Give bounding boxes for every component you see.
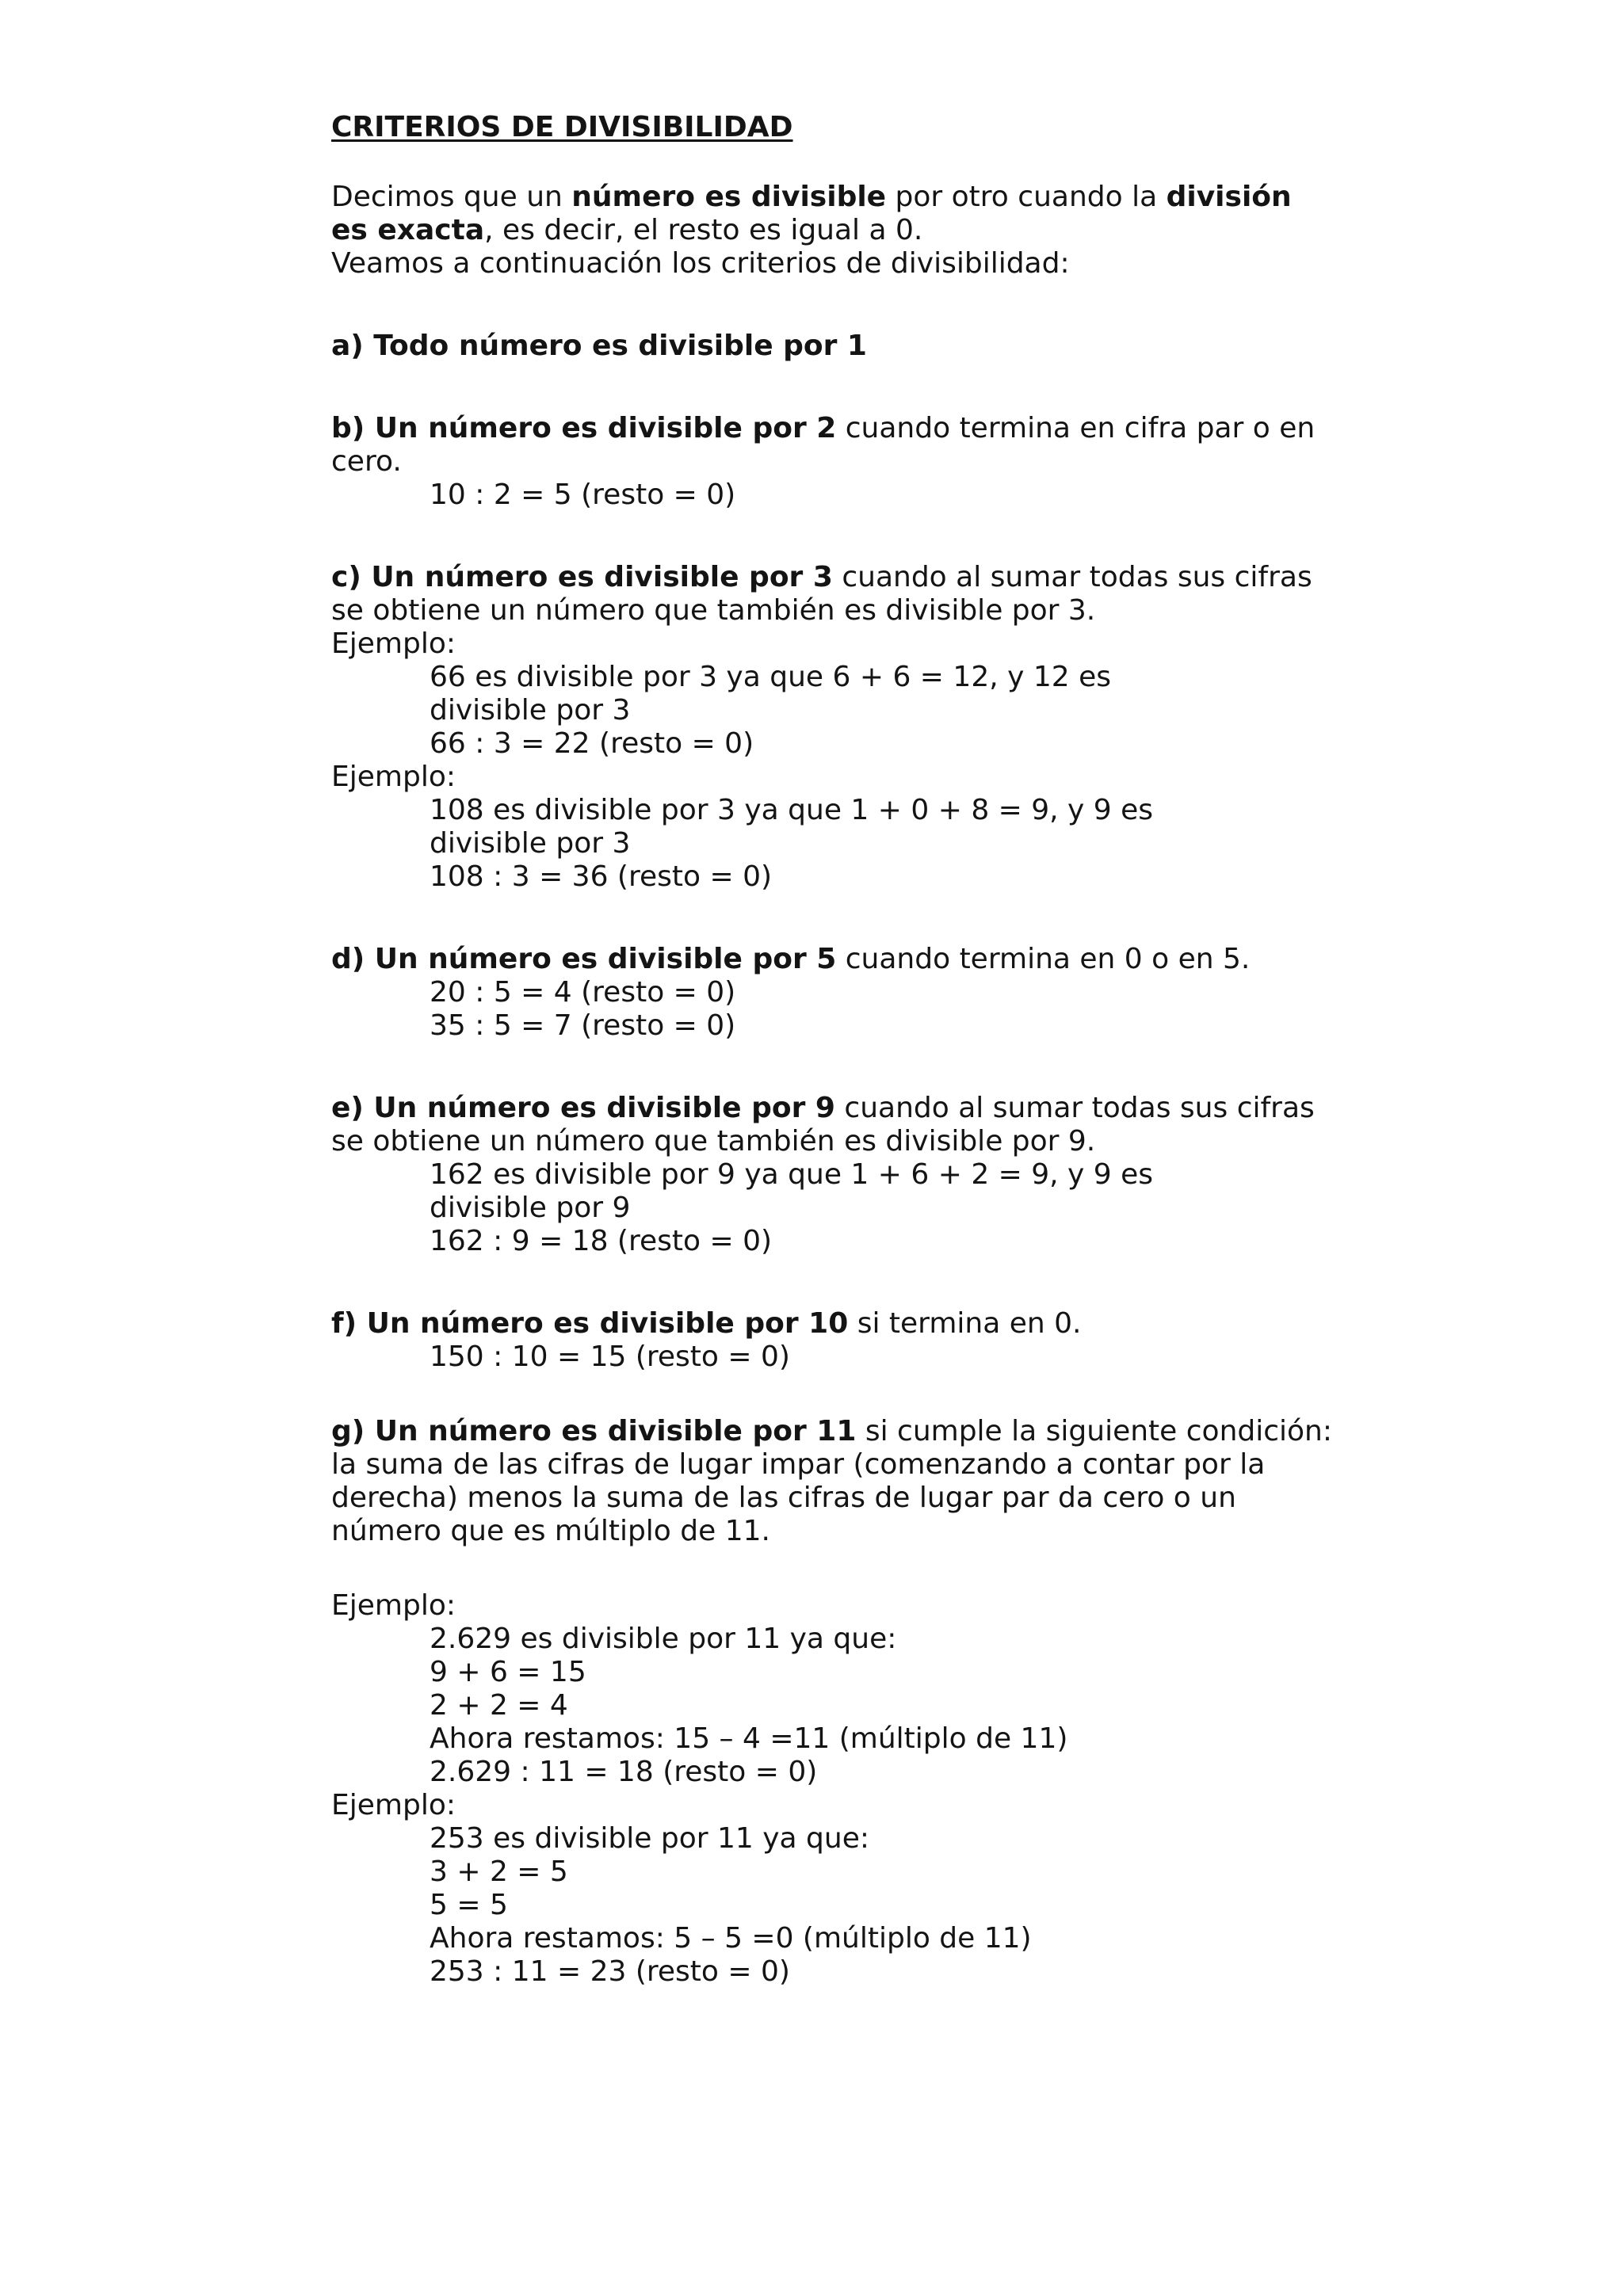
criterion-e-continued: se obtiene un número que también es divisible por 9. (331, 1125, 1096, 1158)
criterion-g-continued: derecha) menos la suma de las cifras de lugar par da cero o un (331, 1482, 1236, 1514)
example-line: 20 : 5 = 4 (resto = 0) (430, 976, 736, 1009)
criterion-g-continued: la suma de las cifras de lugar impar (comenzando a contar por la (331, 1448, 1266, 1481)
criterion-d-heading: d) Un número es divisible por 5 (331, 943, 837, 975)
example-line: divisible por 9 (430, 1192, 631, 1224)
criterion-b-continued: cero. (331, 445, 402, 478)
example-line: 3 + 2 = 5 (430, 1855, 568, 1888)
criterion-e-heading: e) Un número es divisible por 9 (331, 1092, 835, 1124)
criterion-f (331, 1307, 1338, 1341)
criterion-g-continued: número que es múltiplo de 11. (331, 1515, 770, 1547)
example-line: divisible por 3 (430, 827, 631, 860)
criterion-c (331, 561, 1338, 594)
criterion-e-text: cuando al sumar todas sus cifras (834, 1092, 1315, 1124)
example-line: 108 : 3 = 36 (resto = 0) (430, 860, 773, 893)
criterion-g-text: si cumple la siguiente condición: (856, 1415, 1333, 1447)
spacer (331, 894, 1338, 943)
example-line: 10 : 2 = 5 (resto = 0) (430, 479, 736, 511)
example-line: 2 + 2 = 4 (430, 1689, 568, 1722)
example-label: Ejemplo: (331, 761, 456, 793)
document-page (331, 111, 1338, 1989)
criterion-d-text: cuando termina en 0 o en 5. (836, 943, 1251, 975)
example-line: 162 es divisible por 9 ya que 1 + 6 + 2 = 9, y 9 es (430, 1158, 1154, 1191)
example-line: 5 = 5 (430, 1889, 508, 1921)
intro-text: Decimos que un (331, 181, 572, 213)
example-line: 2.629 : 11 = 18 (resto = 0) (430, 1756, 818, 1788)
spacer (331, 1374, 1338, 1415)
example-line: 66 es divisible por 3 ya que 6 + 6 = 12, y 12 es (430, 661, 1112, 693)
criterion-e (331, 1092, 1338, 1125)
example-line: 253 : 11 = 23 (resto = 0) (430, 1955, 790, 1988)
criterion-c-heading: c) Un número es divisible por 3 (331, 561, 833, 593)
example-line: 150 : 10 = 15 (resto = 0) (430, 1341, 790, 1373)
spacer (331, 1258, 1338, 1307)
criterion-b-text: cuando termina en cifra par o en (836, 412, 1316, 444)
intro-line-1 (331, 181, 1338, 214)
example-line: Ahora restamos: 15 – 4 =11 (múltiplo de 11) (430, 1722, 1068, 1755)
intro-text: , es decir, el resto es igual a 0. (484, 214, 923, 246)
intro-bold: es exacta (331, 214, 485, 246)
example-line: 253 es divisible por 11 ya que: (430, 1822, 869, 1855)
example-label: Ejemplo: (331, 1789, 456, 1821)
example-line: 108 es divisible por 3 ya que 1 + 0 + 8 = 9, y 9 es (430, 794, 1154, 826)
intro-bold: número es divisible (571, 181, 887, 213)
example-line: divisible por 3 (430, 694, 631, 727)
spacer (331, 280, 1338, 330)
criterion-d (331, 943, 1338, 976)
intro-line-2 (331, 214, 1338, 247)
intro-bold: división (1166, 181, 1292, 213)
spacer (331, 1548, 1338, 1589)
criterion-c-continued: se obtiene un número que también es divisible por 3. (331, 594, 1096, 627)
criterion-f-heading: f) Un número es divisible por 10 (331, 1307, 849, 1340)
spacer (331, 1043, 1338, 1092)
example-line: 2.629 es divisible por 11 ya que: (430, 1623, 897, 1655)
example-label: Ejemplo: (331, 627, 456, 660)
criterion-g (331, 1415, 1338, 1448)
spacer (331, 363, 1338, 412)
spacer (331, 144, 1338, 181)
criterion-f-text: si termina en 0. (848, 1307, 1082, 1340)
criterion-a (331, 330, 1338, 363)
example-line: 35 : 5 = 7 (resto = 0) (430, 1009, 736, 1042)
example-line: 66 : 3 = 22 (resto = 0) (430, 727, 754, 760)
intro-text: por otro cuando la (886, 181, 1167, 213)
document-title: CRITERIOS DE DIVISIBILIDAD (331, 111, 793, 143)
criterion-a-heading: a) Todo número es divisible por 1 (331, 330, 867, 362)
intro-line-3: Veamos a continuación los criterios de divisibilidad: (331, 247, 1070, 280)
example-line: 162 : 9 = 18 (resto = 0) (430, 1225, 773, 1257)
criterion-c-text: cuando al sumar todas sus cifras (832, 561, 1312, 593)
example-line: 9 + 6 = 15 (430, 1656, 586, 1688)
example-label: Ejemplo: (331, 1589, 456, 1622)
criterion-g-heading: g) Un número es divisible por 11 (331, 1415, 857, 1447)
criterion-b (331, 412, 1338, 445)
criterion-b-heading: b) Un número es divisible por 2 (331, 412, 837, 444)
example-line: Ahora restamos: 5 – 5 =0 (múltiplo de 11) (430, 1922, 1032, 1955)
spacer (331, 512, 1338, 561)
